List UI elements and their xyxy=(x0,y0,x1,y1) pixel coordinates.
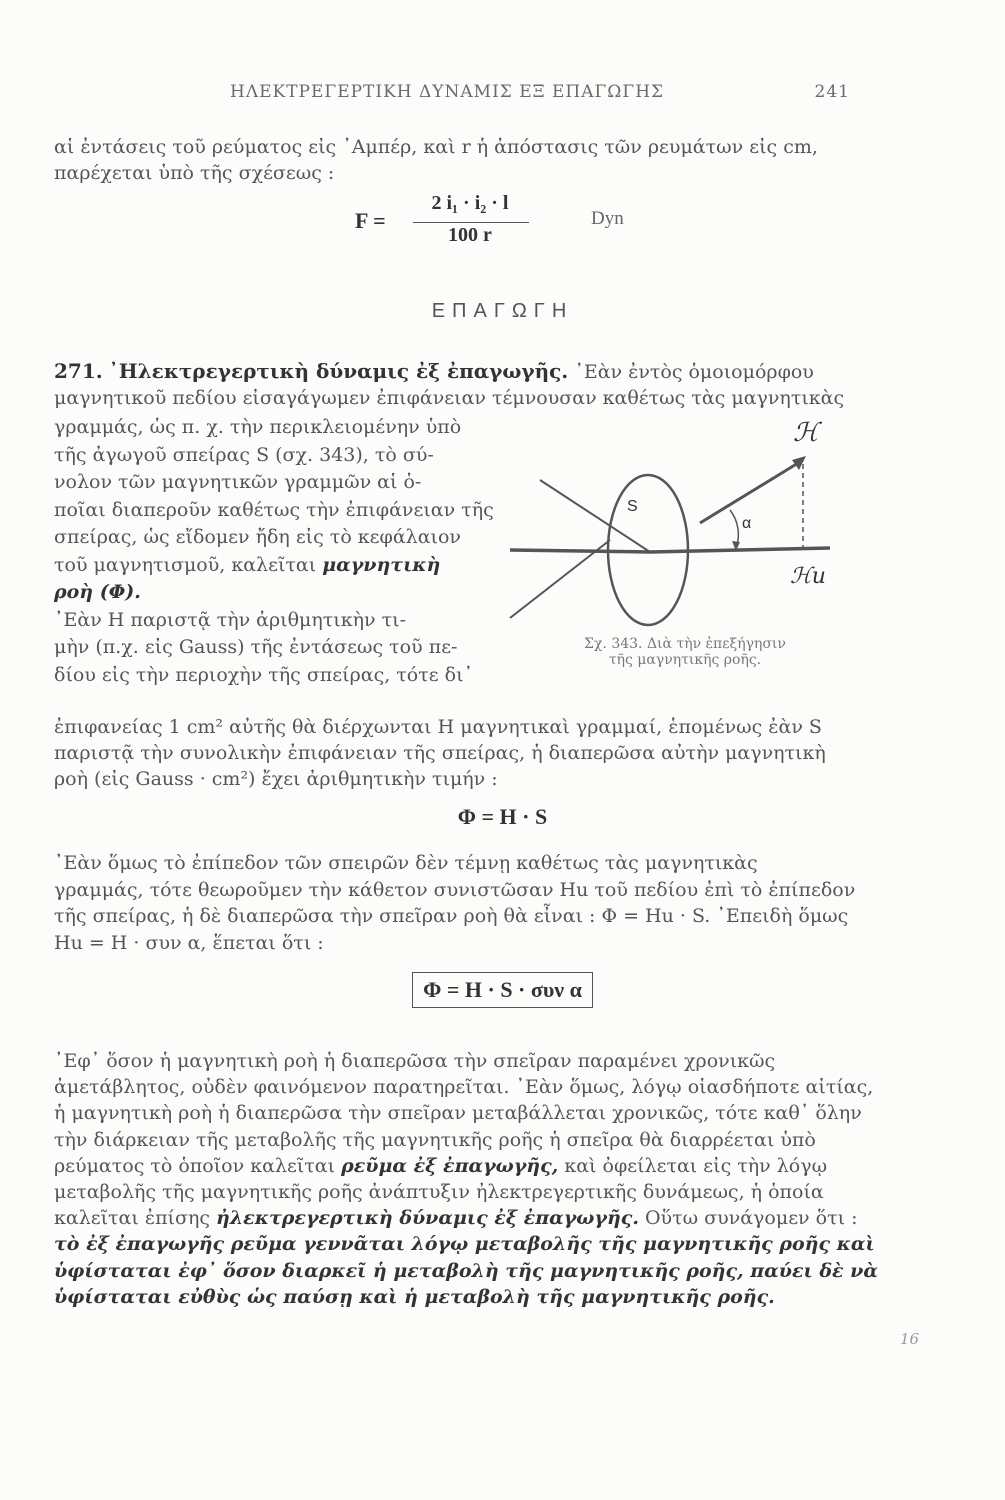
section-heading: ᾽Ηλεκτρεγερτικὴ δύναμις ἐξ ἐπαγωγῆς. xyxy=(108,359,569,383)
section-271-line-3: γραμμάς, ὡς π. χ. τὴν περικλειομένην ὑπὸ xyxy=(54,416,462,438)
para2-line-1: ᾽Εὰν H παριστᾷ τὴν ἀριθμητικὴν τι- xyxy=(54,608,406,631)
term-magnetic-flux: μαγνητικὴ xyxy=(322,553,441,576)
force-formula xyxy=(355,192,715,248)
formula1-unit: Dyn xyxy=(591,208,624,229)
figure-label-Hu: ℋu xyxy=(790,564,826,589)
para4-line-7-pre: καλεῖται ἐπίσης xyxy=(54,1207,210,1230)
section-271-line-7: σπείρας, ὡς εἴδομεν ἤδη εἰς τὸ κεφάλαιον xyxy=(54,526,461,548)
intro-paragraph xyxy=(54,134,954,186)
boxed-formula-wrapper xyxy=(0,972,1005,1008)
paragraph-3 xyxy=(54,850,964,956)
figure-field-line-horizontal-left xyxy=(510,550,650,552)
section-271-line-8 xyxy=(54,552,504,580)
figure-field-line-upper xyxy=(540,480,650,552)
para4-line-6: μεταβολῆς τῆς μαγνητικῆς ροῆς ἀνάπτυξιν ἠλεκτρεγερτικῆς δυνάμεως, ἡ ὁποία xyxy=(54,1181,824,1204)
signature-mark: 16 xyxy=(900,1330,920,1348)
figure-caption xyxy=(515,636,855,668)
formula1-denominator: 100 r xyxy=(448,224,492,246)
para3-line-4: Hu = H · συν α, ἕπεται ὅτι : xyxy=(54,931,324,954)
para3-line-1: ᾽Εὰν ὅμως τὸ ἐπίπεδον τῶν σπειρῶν δὲν τέμνῃ καθέτως τὰς μαγνητικὰς xyxy=(54,852,758,874)
para2-line-5: παριστᾷ τὴν συνολικὴν ἐπιφάνειαν τῆς σπείρας, ἡ διαπερῶσα αὐτὴν μαγνητικὴ xyxy=(54,742,826,764)
section-271-top xyxy=(54,358,964,411)
paragraph-2-rest xyxy=(54,714,964,792)
para4-conclusion-line-3: ὑφίσταται εὐθὺς ὡς παύσῃ καὶ ἡ μεταβολὴ τῆς μαγνητικῆς ροῆς. xyxy=(54,1285,775,1308)
section-271-line-9: ροὴ (Φ). xyxy=(54,581,141,603)
formula1-numerator: 2 i₁ · i₂ · l xyxy=(431,192,509,214)
para2-line-2: μὴν (π.χ. εἰς Gauss) τῆς ἐντάσεως τοῦ πε- xyxy=(54,636,458,658)
figure-field-line-horizontal-right xyxy=(650,548,830,552)
formula1-fraction-bar xyxy=(413,222,529,223)
para4-line-5 xyxy=(54,1153,964,1179)
para4-line-3: ἡ μαγνητικὴ ροὴ ἡ διαπερῶσα τὴν σπεῖραν μεταβάλλεται χρονικῶς, τότε καθ᾽ ὅλην xyxy=(54,1102,862,1125)
flux-formula: Φ = H · S xyxy=(457,804,548,829)
para4-conclusion-line-1: τὸ ἐξ ἐπαγωγῆς ρεῦμα γεννᾶται λόγῳ μεταβολῆς τῆς μαγνητικῆς ροῆς καὶ xyxy=(54,1233,875,1256)
section-271-wrapped xyxy=(54,414,504,689)
figure-caption-line-1: Σχ. 343. Διὰ τὴν ἐπεξήγησιν xyxy=(584,636,786,652)
para4-line-1: ᾽Εφ᾽ ὅσον ἡ μαγνητικὴ ροὴ ἡ διαπερῶσα τὴν σπεῖραν παραμένει χρονικῶς xyxy=(54,1050,776,1072)
para4-line-4: τὴν διάρκειαν τῆς μεταβολῆς τῆς μαγνητικῆς ροῆς ἡ σπεῖρα θὰ διαρρέεται ὑπὸ xyxy=(54,1128,816,1151)
formula1-lhs: F = xyxy=(355,208,386,233)
para4-line-7 xyxy=(54,1205,964,1231)
term-induced-emf: ἠλεκτρεγερτικὴ δύναμις ἐξ ἐπαγωγῆς. xyxy=(216,1207,639,1230)
section-271-line-6: ποῖαι διαπεροῦν καθέτως τὴν ἐπιφάνειαν τῆς xyxy=(54,498,494,521)
figure-label-H: ℋ xyxy=(793,418,819,448)
para4-line-5-pre: ρεύματος τὸ ὁποῖον καλεῖται xyxy=(54,1154,336,1177)
figure-label-S: S xyxy=(627,498,638,515)
section-271-line-5: νολον τῶν μαγνητικῶν γραμμῶν αἱ ὁ- xyxy=(54,471,422,493)
section-271-line-2: μαγνητικοῦ πεδίου εἰσαγάγωμεν ἐπιφάνειαν τέμνουσαν καθέτως τὰς μαγνητικὰς xyxy=(54,387,845,409)
para4-line-5-post: καὶ ὀφείλεται εἰς τὴν λόγῳ xyxy=(564,1154,828,1177)
section-271-line-8-pre: τοῦ μαγνητισμοῦ, καλεῖται xyxy=(54,553,317,576)
paragraph-4 xyxy=(54,1048,964,1310)
field-vector-H xyxy=(700,460,803,523)
section-number: 271. xyxy=(54,359,103,383)
para2-line-3: δίου εἰς τὴν περιοχὴν τῆς σπείρας, τότε δι᾽ xyxy=(54,663,474,686)
figure-label-alpha: α xyxy=(742,515,752,532)
field-vector-arrowhead xyxy=(792,456,806,470)
header-title: ΗΛΕΚΤΡΕΓΕΡΤΙΚΗ ΔΥΝΑΜΙΣ ΕΞ ΕΠΑΓΩΓΗΣ xyxy=(230,82,665,102)
page-number: 241 xyxy=(814,82,850,102)
term-induced-current: ρεῦμα ἐξ ἐπαγωγῆς, xyxy=(341,1154,559,1177)
para4-conclusion-line-2: ὑφίσταται ἐφ᾽ ὅσον διαρκεῖ ἡ μεταβολὴ τῆς μαγνητικῆς ροῆς, παύει δὲ νὰ xyxy=(54,1259,878,1282)
para2-line-6: ροὴ (εἰς Gauss · cm²) ἔχει ἀριθμητικὴν τιμήν : xyxy=(54,768,498,790)
para4-line-7-post: Οὕτω συνάγομεν ὅτι : xyxy=(644,1207,858,1230)
section-271-line-1-rest: ᾽Εὰν ἐντὸς ὁμοιομόρφου xyxy=(574,361,814,383)
section-title: ΕΠΑΓΩΓΗ xyxy=(431,300,574,322)
intro-line-1: αἱ ἐντάσεις τοῦ ρεύματος εἰς ᾽Αμπέρ, καὶ r ἡ ἀπόστασις τῶν ρευμάτων εἰς cm, xyxy=(54,136,818,158)
boxed-flux-formula: Φ = H · S · συν α xyxy=(412,972,593,1008)
section-271-line-1 xyxy=(54,358,964,385)
section-271-line-4: τῆς ἀγωγοῦ σπείρας S (σχ. 343), τὸ σύ- xyxy=(54,443,434,466)
figure-caption-line-2: τῆς μαγνητικῆς ροῆς. xyxy=(608,652,762,668)
para4-line-2: ἀμετάβλητος, οὐδὲν φαινόμενον παρατηρεῖται. ᾽Εὰν ὅμως, λόγῳ οἱασδήποτε αἰτίας, xyxy=(54,1076,874,1099)
para2-line-4: ἐπιφανείας 1 cm² αὐτῆς θὰ διέρχωνται H μαγνητικαὶ γραμμαί, ἑπομένως ἐὰν S xyxy=(54,716,822,738)
para3-line-2: γραμμάς, τότε θεωροῦμεν τὴν κάθετον συνιστῶσαν Hu τοῦ πεδίου ἐπὶ τὸ ἐπίπεδον xyxy=(54,878,856,901)
para3-line-3: τῆς σπείρας, ἡ δὲ διαπερῶσα τὴν σπεῖραν ροὴ θὰ εἶναι : Φ = Hu · S. ᾽Επειδὴ ὅμως xyxy=(54,905,849,927)
intro-line-2: παρέχεται ὑπὸ τῆς σχέσεως : xyxy=(54,162,335,184)
